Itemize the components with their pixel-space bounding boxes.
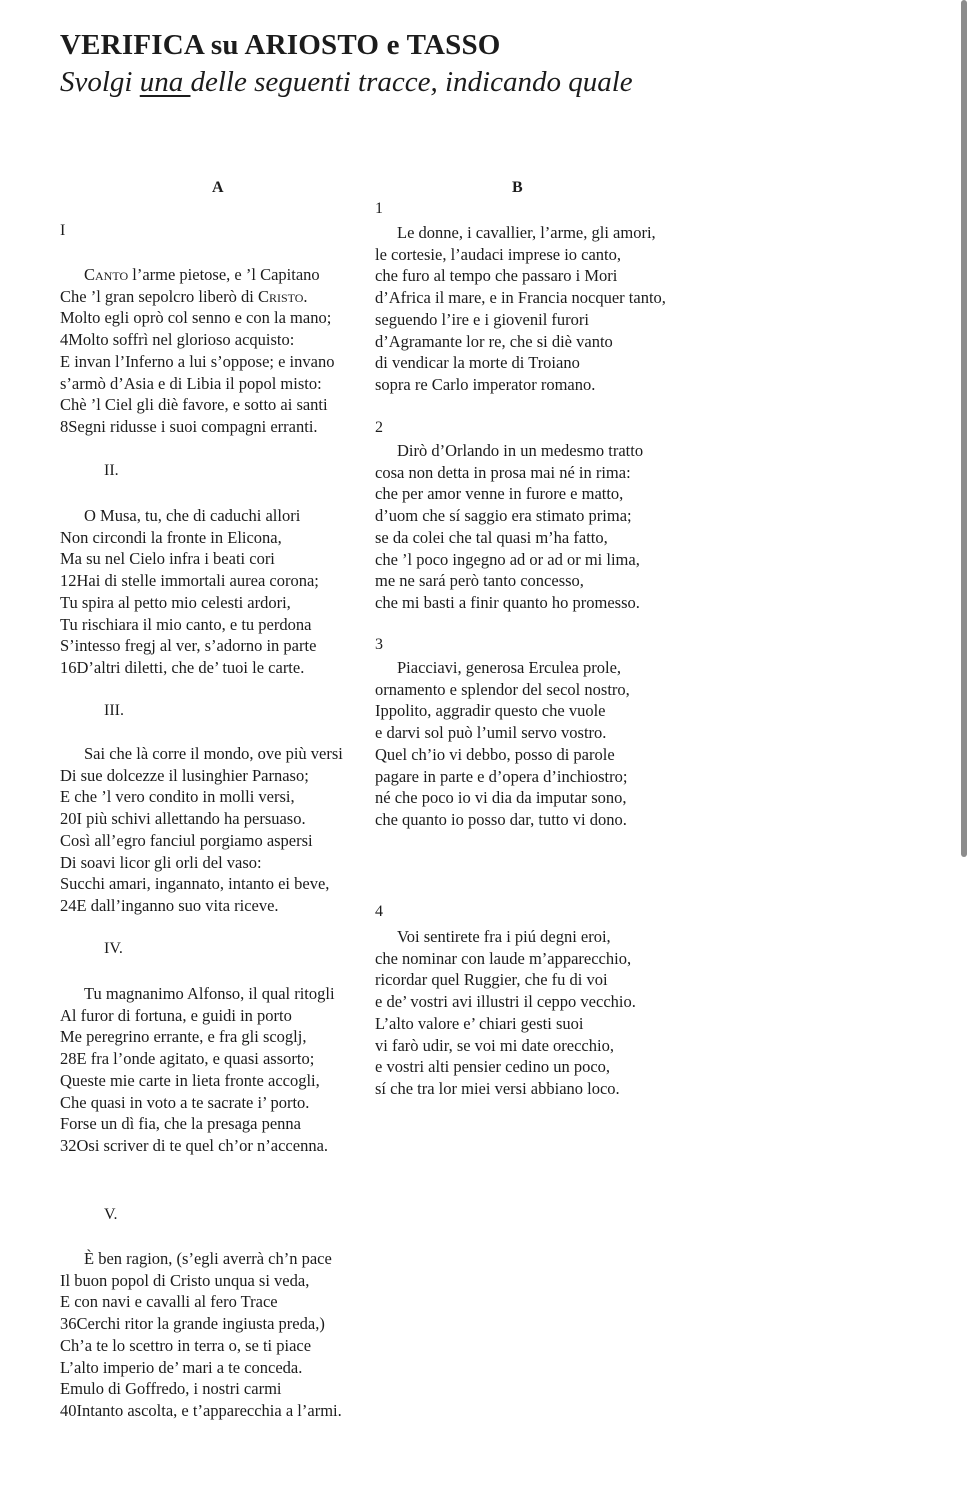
verse-line: Che ’l gran sepolcro liberò di Cristo. (60, 286, 308, 306)
verse-line: sí che tra lor miei versi abbiano loco. (375, 1078, 620, 1098)
verse-line: Il buon popol di Cristo unqua si veda, (60, 1270, 310, 1290)
verse-line: Di soavi licor gli orli del vaso: (60, 852, 262, 872)
verse-line: che nominar con laude m’apparecchio, (375, 948, 632, 968)
line-number: 4 (60, 330, 69, 350)
verse-line: 20I più schivi allettando ha persuaso. (60, 809, 306, 829)
verse-line: 32Osi scriver di te quel ch’or n’accenna. (60, 1135, 329, 1155)
line-number: 8 (60, 416, 69, 436)
verse-line: e vostri alti pensier cedino un poco, (375, 1057, 611, 1077)
line-number: 36 (60, 1314, 77, 1334)
line-number: 24 (60, 895, 77, 915)
verse-line: Tu magnanimo Alfonso, il qual ritogli (84, 984, 335, 1003)
verse-line: Ma su nel Cielo infra i beati cori (60, 549, 275, 569)
verse-line: né che poco io vi dia da imputar sono, (375, 788, 627, 808)
stanza-number: 1 (375, 200, 383, 217)
verse-line: 24E dall’inganno suo vita riceve. (60, 895, 279, 915)
verse-line: Succhi amari, ingannato, intanto ei beve, (60, 874, 330, 894)
verse-line: Tu spira al petto mio celesti ardori, (60, 592, 291, 612)
verse-line: Canto l’arme pietose, e ’l Capitano (84, 265, 320, 284)
verse-line: d’Agramante lor re, che si diè vanto (375, 331, 613, 351)
page-subtitle (60, 66, 633, 99)
small-caps-word: Cristo (257, 286, 304, 306)
verse-line: O Musa, tu, che di caduchi allori (84, 506, 301, 525)
line-number: 16 (60, 657, 77, 677)
verse-line: E con navi e cavalli al fero Trace (60, 1292, 278, 1312)
line-number: 32 (60, 1135, 77, 1155)
verse-line: che quanto io posso dar, tutto vi dono. (375, 809, 627, 829)
verse-line: me ne sará però tanto concesso, (375, 571, 584, 591)
verse-line: 36Cerchi ritor la grande ingiusta preda,) (60, 1314, 325, 1334)
verse-line: E invan l’Inferno a lui s’oppose; e invano (60, 351, 335, 371)
verse-line: 12Hai di stelle immortali aurea corona; (60, 571, 319, 591)
verse-line: e de’ vostri avi illustri il ceppo vecchio. (375, 992, 636, 1012)
verse-line: Piacciavi, generosa Erculea prole, (397, 658, 622, 677)
verse-line: d’Africa il mare, e in Francia nocquer tanto, (375, 288, 666, 308)
verse-line: cosa non detta in prosa mai né in rima: (375, 462, 631, 482)
verse-line: e darvi sol può l’umil servo vostro. (375, 723, 607, 743)
verse-line: E che ’l vero condito in molli versi, (60, 787, 295, 807)
subtitle-start: Svolgi (60, 66, 140, 98)
verse-line: Di sue dolcezze il lusinghier Parnaso; (60, 765, 309, 785)
verse-line: Ch’a te lo scettro in terra o, se ti piace (60, 1335, 312, 1355)
verse-line: Tu rischiara il mio canto, e tu perdona (60, 614, 312, 634)
verse-line: Molto egli oprò col senno e con la mano; (60, 308, 332, 328)
verse-line: 16D’altri diletti, che de’ tuoi le carte. (60, 657, 305, 677)
page-title: VERIFICA su ARIOSTO e TASSO (60, 29, 501, 61)
line-number: 40 (60, 1400, 77, 1420)
verse-line: 40Intanto ascolta, e t’apparecchia a l’armi. (60, 1400, 342, 1420)
verse-line: ornamento e splendor del secol nostro, (375, 679, 630, 699)
verse-line: Voi sentirete fra i piú degni eroi, (397, 927, 611, 946)
line-number: 28 (60, 1049, 77, 1069)
stanza-number: 3 (375, 636, 383, 653)
verse-line: Me peregrino errante, e fra gli scoglj, (60, 1027, 307, 1047)
verse-line: che mi basti a finir quanto ho promesso. (375, 592, 640, 612)
verse-line: S’intesso fregj al ver, s’adorno in parte (60, 636, 317, 656)
verse-line: le cortesie, l’audaci imprese io canto, (375, 244, 622, 264)
verse-line: Le donne, i cavallier, l’arme, gli amori, (397, 223, 656, 242)
verse-line: 4Molto soffrì nel glorioso acquisto: (60, 330, 295, 350)
line-number: 20 (60, 809, 77, 829)
column-a-heading: A (212, 179, 224, 196)
verse-line: sopra re Carlo imperator romano. (375, 374, 596, 394)
verse-line: se da colei che tal quasi m’ha fatto, (375, 527, 608, 547)
verse-line: che per amor venne in furore e matto, (375, 484, 624, 504)
verse-line: che ’l poco ingegno ad or ad or mi lima, (375, 549, 640, 569)
stanza-label: II. (104, 462, 119, 479)
verse-line: L’alto imperio de’ mari a te conceda. (60, 1357, 303, 1377)
column-b-heading: B (512, 179, 523, 196)
verse-line: pagare in parte e d’opera d’inchiostro; (375, 766, 628, 786)
scrollbar[interactable] (961, 0, 967, 857)
verse-line: d’uom che sí saggio era stimato prima; (375, 506, 632, 526)
verse-line: vi farò udir, se voi mi date orecchio, (375, 1035, 614, 1055)
verse-line: Al furor di fortuna, e guidi in porto (60, 1005, 292, 1025)
verse-line: s’armò d’Asia e di Libia il popol misto: (60, 373, 322, 393)
verse-line: di vendicar la morte di Troiano (375, 353, 580, 373)
verse-line: Così all’egro fanciul porgiamo aspersi (60, 830, 313, 850)
line-number: 12 (60, 571, 77, 591)
verse-line: 28E fra l’onde agitato, e quasi assorto; (60, 1049, 315, 1069)
stanza-label: I (60, 222, 66, 239)
stanza-number: 2 (375, 419, 383, 436)
subtitle-end: delle seguenti tracce, indicando quale (190, 66, 633, 98)
verse-line: che furo al tempo che passaro i Mori (375, 266, 618, 286)
stanza-label: IV. (104, 940, 123, 957)
verse-line: Quel ch’io vi debbo, posso di parole (375, 744, 615, 764)
stanza-number: 4 (375, 903, 383, 920)
verse-line: 8Segni ridusse i suoi compagni erranti. (60, 416, 318, 436)
small-caps-word: Canto (84, 265, 129, 284)
verse-line: Chè ’l Ciel gli diè favore, e sotto ai santi (60, 395, 328, 415)
verse-line: Non circondi la fronte in Elicona, (60, 527, 282, 547)
verse-line: È ben ragion, (s’egli averrà ch’n pace (84, 1249, 332, 1268)
stanza-label: V. (104, 1206, 118, 1223)
verse-line: Sai che là corre il mondo, ove più versi (84, 744, 343, 763)
verse-line: Queste mie carte in lieta fronte accogli, (60, 1070, 320, 1090)
subtitle-underlined-word: una (139, 66, 191, 98)
verse-line: Ippolito, aggradir questo che vuole (375, 701, 606, 721)
verse-line: seguendo l’ire e i giovenil furori (375, 309, 589, 329)
stanza-label: III. (104, 702, 124, 719)
verse-line: L’alto valore e’ chiari gesti suoi (375, 1013, 584, 1033)
verse-line: Forse un dì fia, che la presaga penna (60, 1114, 301, 1134)
verse-line: Dirò d’Orlando in un medesmo tratto (397, 441, 644, 460)
verse-line: ricordar quel Ruggier, che fu di voi (375, 970, 608, 990)
verse-line: Emulo di Goffredo, i nostri carmi (60, 1379, 282, 1399)
verse-line: Che quasi in voto a te sacrate i’ porto. (60, 1092, 310, 1112)
